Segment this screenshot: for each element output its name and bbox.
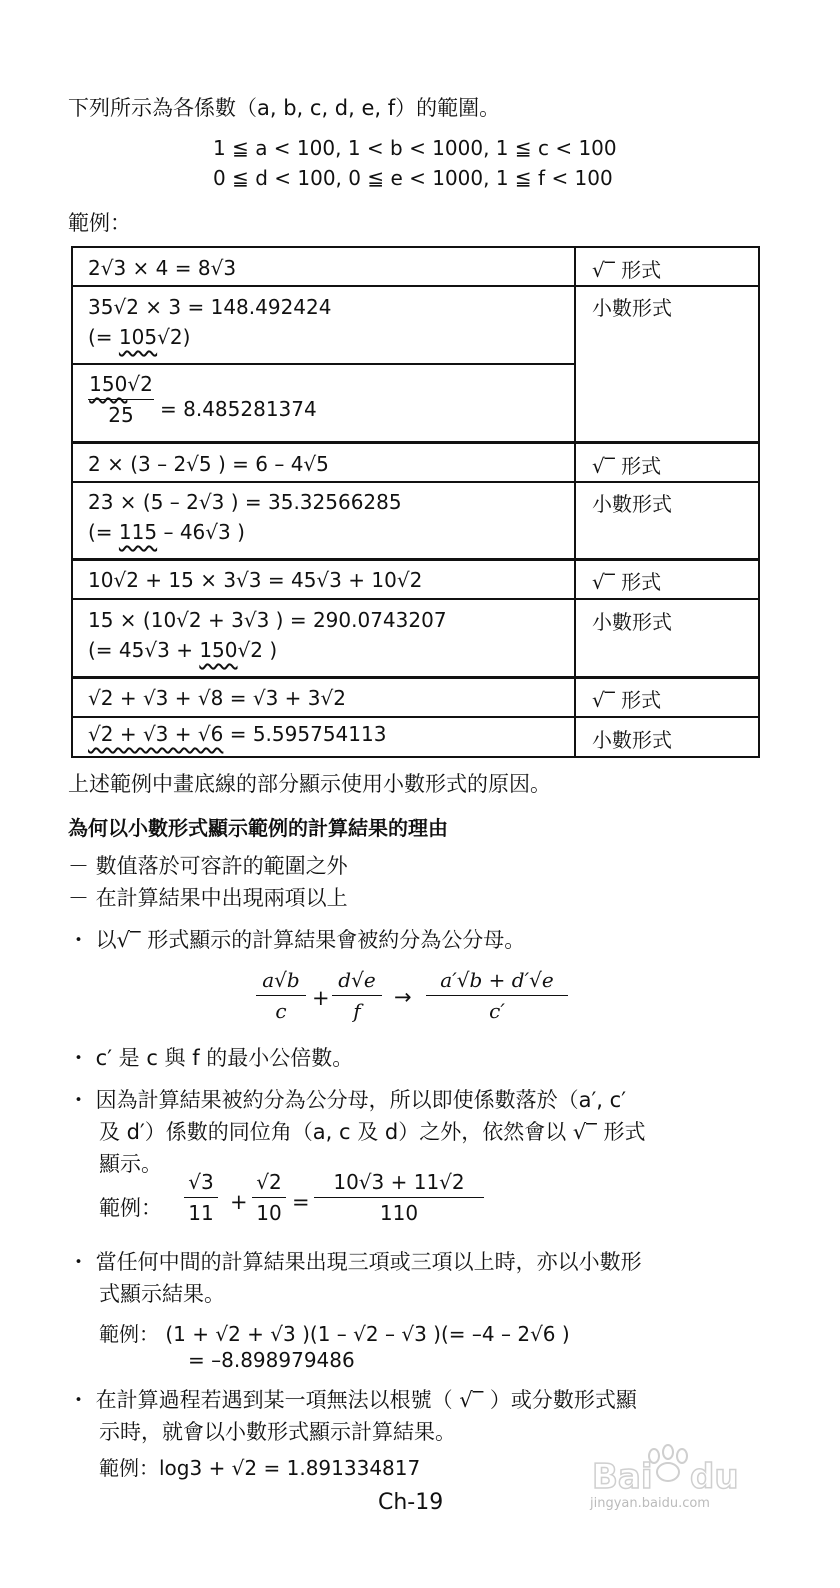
- bullet-three-terms: 式顯示結果。: [99, 1282, 225, 1306]
- bullet-lcm: ・ c′ 是 c 與 f 的最小公倍數。: [68, 1046, 354, 1070]
- example-fraction: 10√3 + 11√2 110: [314, 1170, 484, 1225]
- row-line: [71, 558, 760, 561]
- example-fraction: √3 11: [184, 1170, 218, 1225]
- row-line: [71, 285, 760, 287]
- formula-fraction: a′√b + d′√e c′: [426, 968, 568, 1023]
- row-line: [71, 481, 760, 483]
- table-row-form: √‾ 形式: [592, 258, 662, 282]
- table-row-expr: 10√2 + 15 × 3√3 = 45√3 + 10√2: [88, 568, 423, 592]
- example-equals: =: [292, 1190, 310, 1214]
- row-line: [71, 676, 760, 679]
- table-row-note: (= 115 – 46√3 ): [88, 520, 245, 544]
- example-fraction: √2 10: [252, 1170, 286, 1225]
- range-line-2: 0 ≦ d < 100, 0 ≦ e < 1000, 1 ≦ f < 100: [213, 166, 613, 190]
- bullet-reduce: 及 d′）係數的同位角（a, c 及 d）之外，依然會以 √‾ 形式: [99, 1120, 646, 1144]
- bullet-three-terms: ・ 當任何中間的計算結果出現三項或三項以上時，亦以小數形: [68, 1250, 642, 1274]
- table-row-expr: 2√3 × 4 = 8√3: [88, 256, 237, 280]
- table-row-expr: √2 + √3 + √6 = 5.595754113: [88, 722, 387, 746]
- reason-heading: 為何以小數形式顯示範例的計算結果的理由: [68, 816, 448, 840]
- watermark-url: jingyan.baidu.com: [590, 1496, 710, 1511]
- underline-note: 上述範例中畫底線的部分顯示使用小數形式的原因。: [68, 772, 551, 796]
- table-row-expr: 15 × (10√2 + 3√3 ) = 290.0743207: [88, 608, 447, 632]
- table-row-form: 小數形式: [592, 728, 672, 752]
- svg-text:du: du: [690, 1457, 739, 1497]
- intro-text: 下列所示為各係數（a, b, c, d, e, f）的範圍。: [68, 96, 501, 120]
- bullet-not-root: ・ 在計算過程若遇到某一項無法以根號（ √‾ ）或分數形式顯: [68, 1388, 637, 1412]
- bullet-reduce: ・ 因為計算結果被約分為公分母，所以即使係數落於（a′, c′: [68, 1088, 626, 1112]
- table-divider: [574, 246, 576, 758]
- example-three-terms-result: = –8.898979486: [188, 1348, 355, 1372]
- table-row-expr: √2 + √3 + √8 = √3 + 3√2: [88, 686, 346, 710]
- formula-arrow: →: [394, 985, 412, 1009]
- example-plus: +: [230, 1190, 248, 1214]
- example-three-terms: 範例： (1 + √2 + √3 )(1 – √2 – √3 )(= –4 – 2√6 ): [99, 1322, 570, 1346]
- row-line: [71, 716, 760, 718]
- table-row-form: 小數形式: [592, 296, 672, 320]
- bullet-common-denominator: ・ 以√‾ 形式顯示的計算結果會被約分為公分母。: [68, 928, 526, 952]
- range-line-1: 1 ≦ a < 100, 1 < b < 1000, 1 ≦ c < 100: [213, 136, 617, 160]
- table-row-result: = 8.485281374: [160, 397, 317, 421]
- example-log: 範例：log3 + √2 = 1.891334817: [99, 1456, 421, 1480]
- formula-fraction: a√b c: [256, 968, 306, 1023]
- dash-item: － 數值落於可容許的範圍之外: [68, 854, 348, 878]
- table-row-note: (= 105√2): [88, 325, 191, 349]
- baidu-watermark: [590, 1442, 780, 1512]
- row-line: [71, 363, 574, 365]
- bullet-reduce: 顯示。: [99, 1152, 162, 1176]
- bullet-not-root: 示時，就會以小數形式顯示計算結果。: [99, 1420, 456, 1444]
- dash-item: － 在計算結果中出現兩項以上: [68, 886, 348, 910]
- table-row-expr: 2 × (3 – 2√5 ) = 6 – 4√5: [88, 452, 329, 476]
- table-row-form: 小數形式: [592, 610, 672, 634]
- page-number: Ch-19: [378, 1490, 444, 1515]
- table-row-note: (= 45√3 + 150√2 ): [88, 638, 278, 662]
- example-label: 範例：: [99, 1196, 162, 1220]
- table-row-form: √‾ 形式: [592, 454, 662, 478]
- table-row-fraction: 150√2 25: [89, 372, 153, 427]
- table-row-expr: 23 × (5 – 2√3 ) = 35.32566285: [88, 490, 402, 514]
- examples-heading: 範例：: [68, 211, 131, 235]
- formula-fraction: d√e f: [332, 968, 382, 1023]
- table-row-form: √‾ 形式: [592, 570, 662, 594]
- svg-text:Bai: Bai: [592, 1457, 653, 1497]
- table-row-form: √‾ 形式: [592, 688, 662, 712]
- table-row-form: 小數形式: [592, 492, 672, 516]
- row-line: [71, 441, 760, 444]
- table-row-expr: 35√2 × 3 = 148.492424: [88, 295, 332, 319]
- formula-plus: +: [312, 986, 330, 1010]
- row-line: [71, 598, 760, 600]
